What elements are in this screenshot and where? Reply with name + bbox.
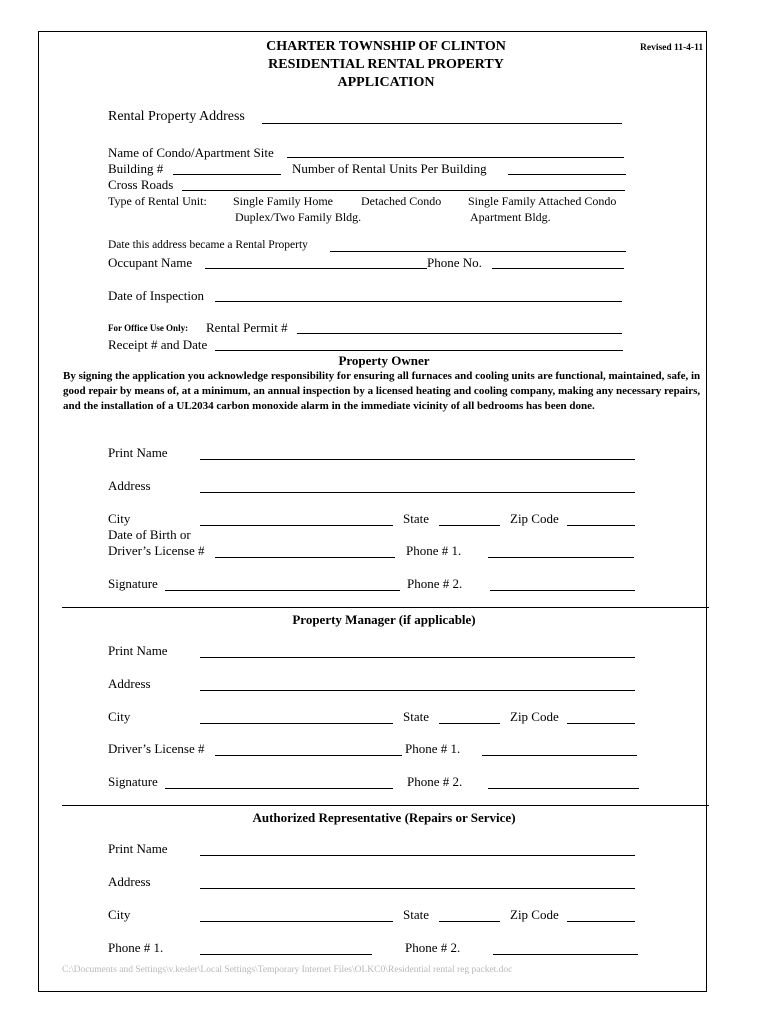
- manager-address-field[interactable]: [200, 690, 635, 691]
- property-manager-heading: Property Manager (if applicable): [292, 612, 476, 627]
- type-duplex[interactable]: Duplex/Two Family Bldg.: [235, 210, 362, 224]
- section-divider: [62, 607, 709, 608]
- manager-signature-label: Signature: [108, 774, 158, 789]
- owner-license-label: Driver’s License #: [108, 543, 205, 558]
- property-owner-heading: Property Owner: [338, 353, 430, 368]
- manager-phone1-field[interactable]: [482, 755, 637, 756]
- revised-date: Revised 11-4-11: [640, 43, 704, 53]
- rental-permit-field[interactable]: [297, 333, 622, 334]
- rental-type-label: Type of Rental Unit:: [108, 194, 207, 208]
- owner-city-label: City: [108, 511, 131, 526]
- owner-address-label: Address: [108, 478, 151, 493]
- owner-phone1-label: Phone # 1.: [406, 543, 462, 558]
- rental-address-field[interactable]: [262, 123, 622, 124]
- section-divider: [62, 805, 709, 806]
- representative-heading: Authorized Representative (Repairs or Service): [252, 810, 516, 825]
- owner-phone2-label: Phone # 2.: [407, 576, 463, 591]
- units-label: Number of Rental Units Per Building: [292, 161, 487, 176]
- manager-print-name-field[interactable]: [200, 657, 635, 658]
- title-line-2: RESIDENTIAL RENTAL PROPERTY: [268, 57, 504, 72]
- manager-address-label: Address: [108, 676, 151, 691]
- rep-state-field[interactable]: [439, 921, 500, 922]
- condo-site-field[interactable]: [287, 157, 624, 158]
- occupant-phone-label: Phone No.: [427, 255, 482, 270]
- owner-dob-label: Date of Birth or: [108, 527, 191, 542]
- office-use-label: For Office Use Only:: [108, 323, 189, 333]
- receipt-field[interactable]: [215, 350, 623, 351]
- owner-phone1-field[interactable]: [488, 557, 634, 558]
- receipt-label: Receipt # and Date: [108, 337, 208, 352]
- building-field[interactable]: [173, 174, 281, 175]
- manager-phone2-label: Phone # 2.: [407, 774, 463, 789]
- manager-print-name-label: Print Name: [108, 643, 168, 658]
- type-apartment[interactable]: Apartment Bldg.: [470, 210, 551, 224]
- rep-address-label: Address: [108, 874, 151, 889]
- rep-city-label: City: [108, 907, 131, 922]
- occupant-phone-field[interactable]: [492, 268, 624, 269]
- title-line-3: APPLICATION: [337, 75, 435, 90]
- manager-license-field[interactable]: [215, 755, 402, 756]
- owner-address-field[interactable]: [200, 492, 635, 493]
- occupant-name-label: Occupant Name: [108, 255, 193, 270]
- type-single-attached-condo[interactable]: Single Family Attached Condo: [468, 194, 617, 208]
- owner-signature-label: Signature: [108, 576, 158, 591]
- owner-license-field[interactable]: [215, 557, 395, 558]
- rep-zip-label: Zip Code: [510, 907, 559, 922]
- rep-zip-field[interactable]: [567, 921, 635, 922]
- building-label: Building #: [108, 161, 164, 176]
- rep-address-field[interactable]: [200, 888, 635, 889]
- rental-address-label: Rental Property Address: [108, 109, 245, 124]
- owner-phone2-field[interactable]: [490, 590, 635, 591]
- manager-license-label: Driver’s License #: [108, 741, 205, 756]
- owner-city-field[interactable]: [200, 525, 393, 526]
- occupant-name-field[interactable]: [205, 268, 427, 269]
- owner-zip-field[interactable]: [567, 525, 635, 526]
- footer-file-path: C:\Documents and Settings\v.kesler\Local Settings\Temporary Internet Files\OLKC0\Residential rental reg packet.doc: [62, 965, 513, 975]
- rep-print-name-field[interactable]: [200, 855, 635, 856]
- inspection-date-label: Date of Inspection: [108, 288, 205, 303]
- rental-permit-label: Rental Permit #: [206, 320, 288, 335]
- cross-roads-field[interactable]: [182, 190, 625, 191]
- rep-phone1-field[interactable]: [200, 954, 372, 955]
- inspection-date-field[interactable]: [215, 301, 622, 302]
- rep-city-field[interactable]: [200, 921, 393, 922]
- manager-city-field[interactable]: [200, 723, 393, 724]
- manager-state-field[interactable]: [439, 723, 500, 724]
- rep-phone2-label: Phone # 2.: [405, 940, 461, 955]
- type-single-family[interactable]: Single Family Home: [233, 194, 333, 208]
- rep-state-label: State: [403, 907, 429, 922]
- owner-print-name-field[interactable]: [200, 459, 635, 460]
- rep-print-name-label: Print Name: [108, 841, 168, 856]
- manager-zip-label: Zip Code: [510, 709, 559, 724]
- rep-phone1-label: Phone # 1.: [108, 940, 164, 955]
- manager-phone1-label: Phone # 1.: [405, 741, 461, 756]
- manager-city-label: City: [108, 709, 131, 724]
- owner-disclaimer: By signing the application you acknowledge responsibility for ensuring all furnaces and cooling units are functional, maintained, safe, in good repair by means of, at a minimum, an annual inspection by a licensed heating and cooling company, making any necessary repairs, and the installation of a UL2034 carbon monoxide alarm in the immediate vicinity of all bedrooms has been done.: [63, 370, 701, 412]
- manager-zip-field[interactable]: [567, 723, 635, 724]
- date-rental-field[interactable]: [330, 251, 626, 252]
- manager-phone2-field[interactable]: [488, 788, 639, 789]
- title-line-1: CHARTER TOWNSHIP OF CLINTON: [266, 39, 506, 54]
- type-detached-condo[interactable]: Detached Condo: [361, 194, 442, 208]
- owner-state-label: State: [403, 511, 429, 526]
- cross-roads-label: Cross Roads: [108, 177, 174, 192]
- manager-state-label: State: [403, 709, 429, 724]
- owner-state-field[interactable]: [439, 525, 500, 526]
- owner-zip-label: Zip Code: [510, 511, 559, 526]
- units-field[interactable]: [508, 174, 626, 175]
- manager-signature-field[interactable]: [165, 788, 393, 789]
- condo-site-label: Name of Condo/Apartment Site: [108, 145, 274, 160]
- rep-phone2-field[interactable]: [493, 954, 638, 955]
- owner-signature-field[interactable]: [165, 590, 400, 591]
- date-rental-label: Date this address became a Rental Property: [108, 239, 308, 251]
- owner-print-name-label: Print Name: [108, 445, 168, 460]
